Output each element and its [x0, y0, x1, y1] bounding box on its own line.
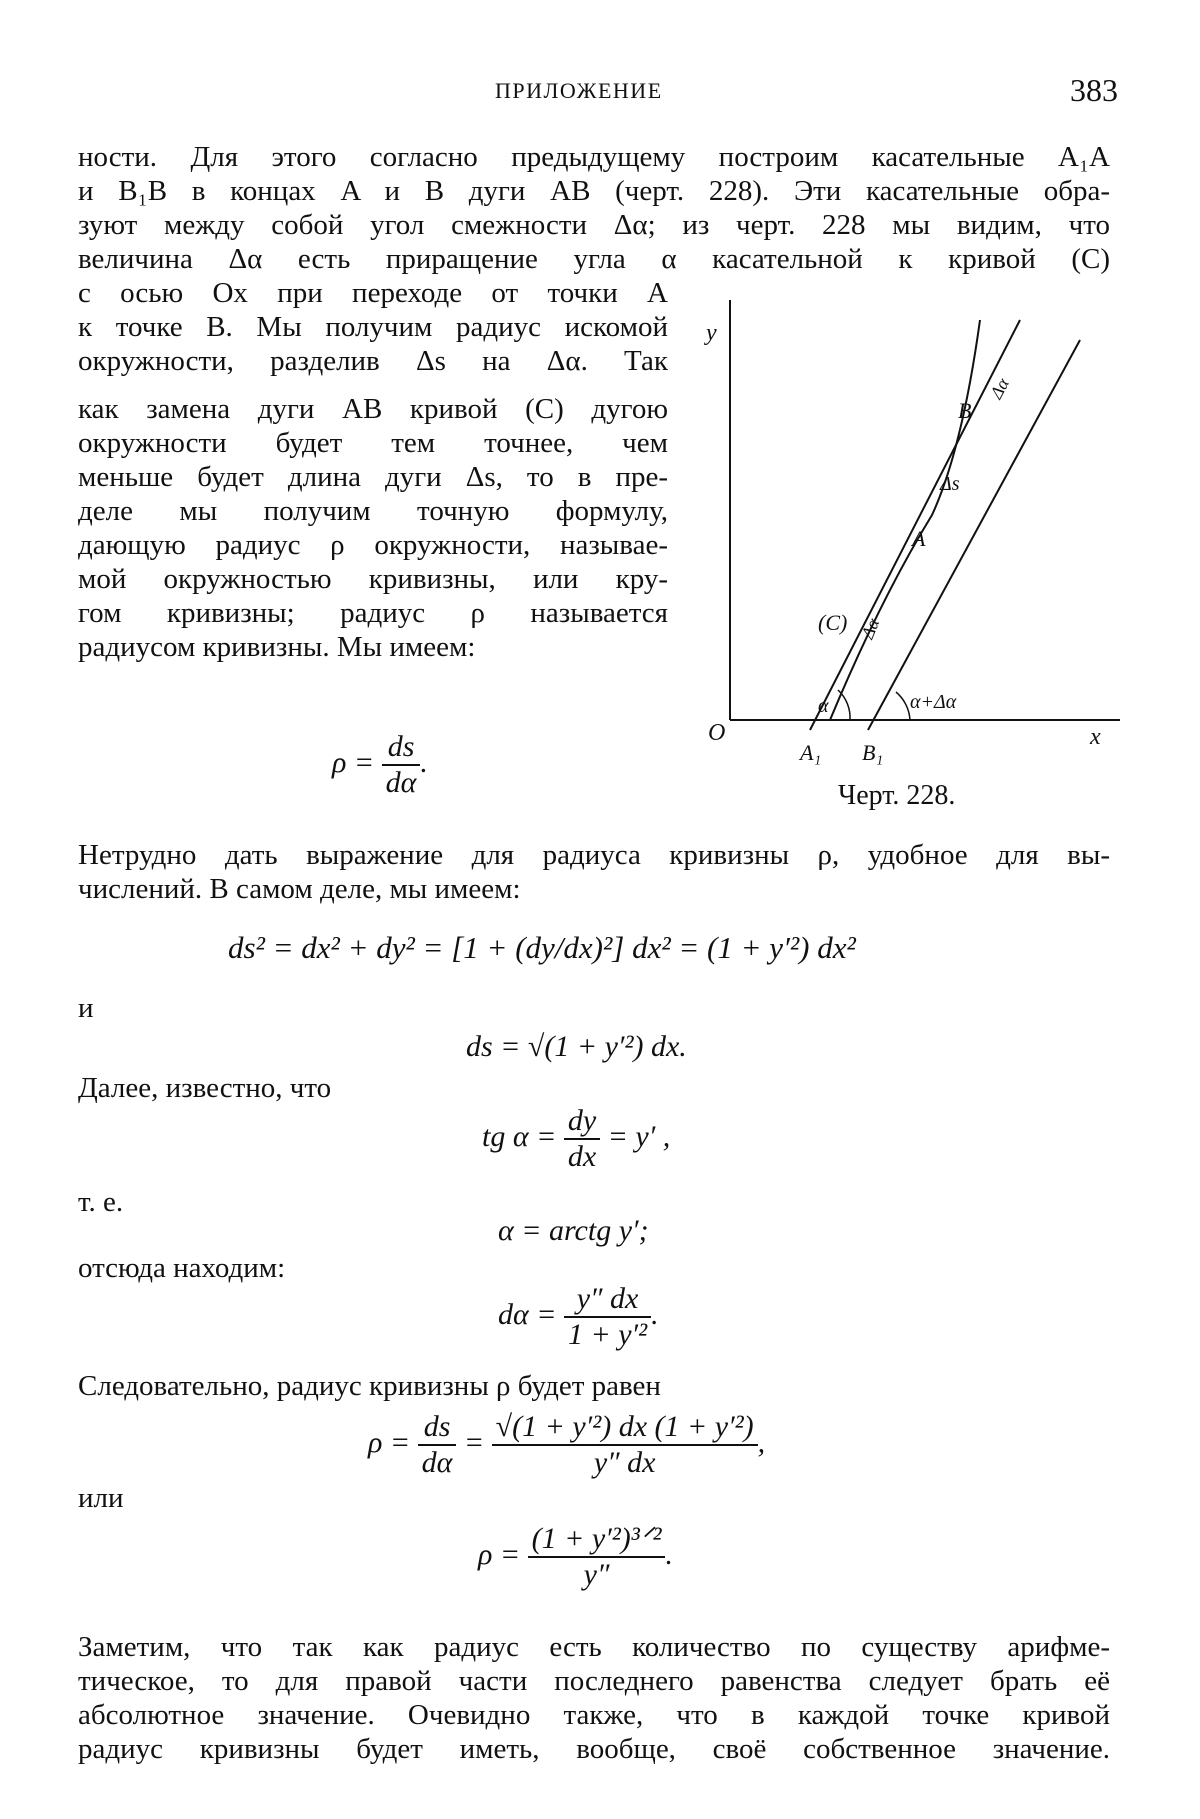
paragraph-4: [78, 1630, 1110, 1766]
label-further: Далее, известно, что: [78, 1072, 332, 1104]
word-and: и: [78, 992, 94, 1024]
text-line: и B₁B в концах A и B дуги AB (черт. 228). Эти касательные обра-: [78, 175, 1110, 207]
dalpha-label-upper: Δα: [985, 374, 1013, 402]
text-line: Заметим, что так как радиус есть количество по существу арифме-: [78, 1631, 1110, 1663]
text-line: ности. Для этого согласно предыдущему построим касательные A₁A: [78, 141, 1110, 173]
text-line: зуют между собой угол смежности Δα; из черт. 228 мы видим, что: [78, 209, 1110, 241]
formula-rho-ds-dalpha: ρ = $\frac{ds}{d\alpha}$ .: [332, 730, 428, 799]
text-line: с осью Ox при переходе от точки A: [78, 277, 668, 309]
label-therefore: Следовательно, радиус кривизны ρ будет равен: [78, 1370, 661, 1402]
x-axis-label: x: [1090, 724, 1101, 750]
text-line: как замена дуги AB кривой (C) дугою: [78, 393, 668, 425]
text-line: абсолютное значение. Очевидно также, что в каждой точке кривой: [78, 1699, 1110, 1731]
tangent-A1A: [810, 320, 1020, 730]
text-line: величина Δα есть приращение угла α касательной к кривой (C): [78, 243, 1110, 275]
tangent-B1B: [868, 340, 1080, 730]
text-line: Нетрудно дать выражение для радиуса кривизны ρ, удобное для вы-: [78, 839, 1110, 871]
running-header: [0, 72, 1200, 118]
paragraph-2: [78, 276, 668, 664]
y-axis-label: y: [706, 320, 717, 346]
fraction: $\frac{y'' dx}{\text{1 + y′²}}$: [564, 1282, 651, 1352]
text-line: гом кривизны; радиус ρ называется: [78, 597, 668, 629]
text-line: деле мы получим точную формулу,: [78, 495, 668, 527]
text-line: меньше будет длина дуги Δs, то в пре-: [78, 461, 668, 493]
equation-ds-squared: ds² = dx² + dy² = [1 + (dy/dx)²] dx² = (1 + y′²) dx²: [228, 930, 856, 965]
text-line: окружности будет тем точнее, чем: [78, 427, 668, 459]
header-title: ПРИЛОЖЕНИЕ: [495, 78, 663, 103]
C-label: (C): [818, 610, 848, 635]
equation-arctg: α = arctg y′;: [498, 1214, 649, 1247]
fraction: $\frac{ds}{d\alpha}$: [418, 1410, 457, 1480]
equation-tg-alpha: tg α = $\frac{dy}{dx}$ = y′ ,: [482, 1104, 671, 1173]
text-line: радиус кривизны будет иметь, вообще, своё собственное значение.: [78, 1733, 1110, 1765]
text-line: окружности, разделив Δs на Δα. Так: [78, 345, 668, 377]
ds-label: Δs: [940, 473, 960, 495]
origin-label: O: [708, 720, 726, 746]
text-line: мой окружностью кривизны, или кру-: [78, 563, 668, 595]
page-number: 383: [1070, 72, 1118, 108]
figure-caption: Черт. 228.: [838, 780, 956, 811]
text-line: числений. В самом деле, мы имеем:: [78, 873, 521, 905]
paragraph-3: [78, 838, 1110, 906]
equation-dalpha: dα = $\frac{y'' dx}{\text{1 + y′²}}$ .: [498, 1282, 659, 1351]
angle-alpha-da-arc: [896, 692, 910, 720]
B1-label: B₁: [862, 740, 884, 765]
equation-rho-final: ρ = $\frac{\text{(1 + y′²)³ᐟ²}}{y''}$ .: [478, 1522, 673, 1591]
label-ie: т. е.: [78, 1186, 124, 1218]
alpha-label: α: [818, 695, 829, 717]
text-line: радиусом кривизны. Мы имеем:: [78, 631, 476, 663]
fraction: $\frac{\text{(1 + y′²)³ᐟ²}}{y''}$: [528, 1522, 666, 1592]
A1-label: A₁: [800, 740, 822, 765]
alpha-plus-dalpha-label: α+Δα: [910, 691, 957, 713]
label-hence: отсюда находим:: [78, 1252, 286, 1284]
fraction: $\frac{ds}{d\alpha}$: [382, 730, 421, 800]
equation-rho-expanded: ρ = $\frac{ds}{d\alpha}$ = $\frac{\text{√(1 + y′²) dx (1 + y′²)}}{y'' dx}$ ,: [368, 1410, 766, 1479]
label-or: или: [78, 1482, 124, 1514]
dalpha-label-lower: Δα: [857, 615, 884, 642]
figure-228: [700, 300, 1120, 780]
equation-ds: ds = √(1 + y′²) dx.: [466, 1030, 687, 1063]
fraction: $\frac{dy}{dx}$: [564, 1104, 600, 1174]
paragraph-1: [78, 140, 1110, 276]
text-line: тическое, то для правой части последнего равенства следует брать её: [78, 1665, 1110, 1697]
text-line: к точке B. Мы получим радиус искомой: [78, 311, 668, 343]
B-label: B: [958, 398, 972, 423]
text-line: дающую радиус ρ окружности, называе-: [78, 529, 668, 561]
A-label: A: [912, 526, 926, 551]
fraction: $\frac{\text{√(1 + y′²) dx (1 + y′²)}}{y'' dx}$: [492, 1410, 758, 1480]
